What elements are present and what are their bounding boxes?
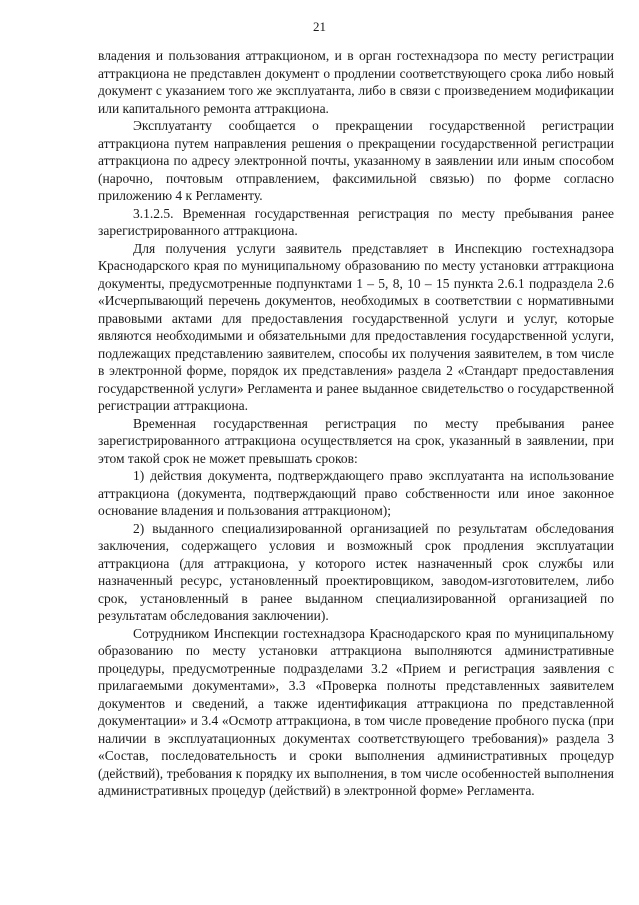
paragraph-registration-termination-conditions: владения и пользования аттракционом, и в орган гостехнадзора по месту регистрации аттракциона не представлен документ о продлении соответствующего срока либо новый документ с указанием того же эксплуатанта, либо в связи с произведением модификации или капитального ремонта аттракциона.: [98, 48, 614, 116]
paragraph-temporary-registration-term: Временная государственная регистрация по месту пребывания ранее зарегистрированного аттракциона осуществляется на срок, указанный в заявлении, при этом такой срок не может превышать сроков:: [98, 415, 614, 466]
list-item-1: 1) действия документа, подтверждающего право эксплуатанта на использование аттракциона (документа, подтверждающий право собственности или иное законное основание владения и пользования аттракционом);: [98, 468, 614, 518]
paragraph-termination-notice: Эксплуатанту сообщается о прекращении государственной регистрации аттракциона путем направления решения о прекращении государственной регистрации аттракциона по адресу электронной почты, указанному в заявлении или иным способом (нарочно, почтовым отправлением, факсимильной связью) по форме согласно приложению 4 к Регламенту.: [98, 118, 614, 203]
section-heading-3-1-2-5: 3.1.2.5. Временная государственная регистрация по месту пребывания ранее зарегистрированного аттракциона.: [98, 205, 614, 238]
document-body: [98, 47, 614, 800]
list-item-2: 2) выданного специализированной организацией по результатам обследования заключения, содержащего условия и возможный срок продления эксплуатации аттракциона (для аттракциона, у которого истек назначенный срок службы или назначенный ресурс, установленный проектировщиком, заводом-изготовителем, либо срок, установленный в ранее выданном специализированной организацией по результатам обследования заключении).: [98, 520, 614, 623]
paragraph-service-documents: Для получения услуги заявитель представляет в Инспекцию гостехнадзора Краснодарского края по муниципальному образованию по месту установки аттракциона документы, предусмотренные подпунктами 1 – 5, 8, 10 – 15 пункта 2.6.1 подраздела 2.6 «Исчерпывающий перечень документов, необходимых в соответствии с нормативными правовыми актами для предоставления государственной услуги и услуг, которые являются необходимыми и обязательными для предоставления государственной услуги, подлежащих представлению заявителем, способы их получения заявителем, в том числе в электронной форме, порядок их представления» раздела 2 «Стандарт предоставления государственной услуги» Регламента и ранее выданное свидетельство о государственной регистрации аттракциона.: [98, 240, 614, 413]
paragraph-administrative-procedures: Сотрудником Инспекции гостехнадзора Краснодарского края по муниципальному образованию по месту установки аттракциона выполняются административные процедуры, предусмотренные подразделами 3.2 «Прием и регистрация заявления с прилагаемыми документами», 3.3 «Проверка полноты представленных заявителем документов и сведений, а также идентификация аттракциона по представленной документации» и 3.4 «Осмотр аттракциона, в том числе проведение пробного пуска (при наличии в эксплуатационных документах соответствующего требования)» раздела 3 «Состав, последовательность и сроки выполнения административных процедур (действий), требования к порядку их выполнения, в том числе особенностей выполнения административных процедур (действий) в электронной форме» Регламента.: [98, 625, 614, 798]
page-number: 21: [313, 19, 326, 34]
